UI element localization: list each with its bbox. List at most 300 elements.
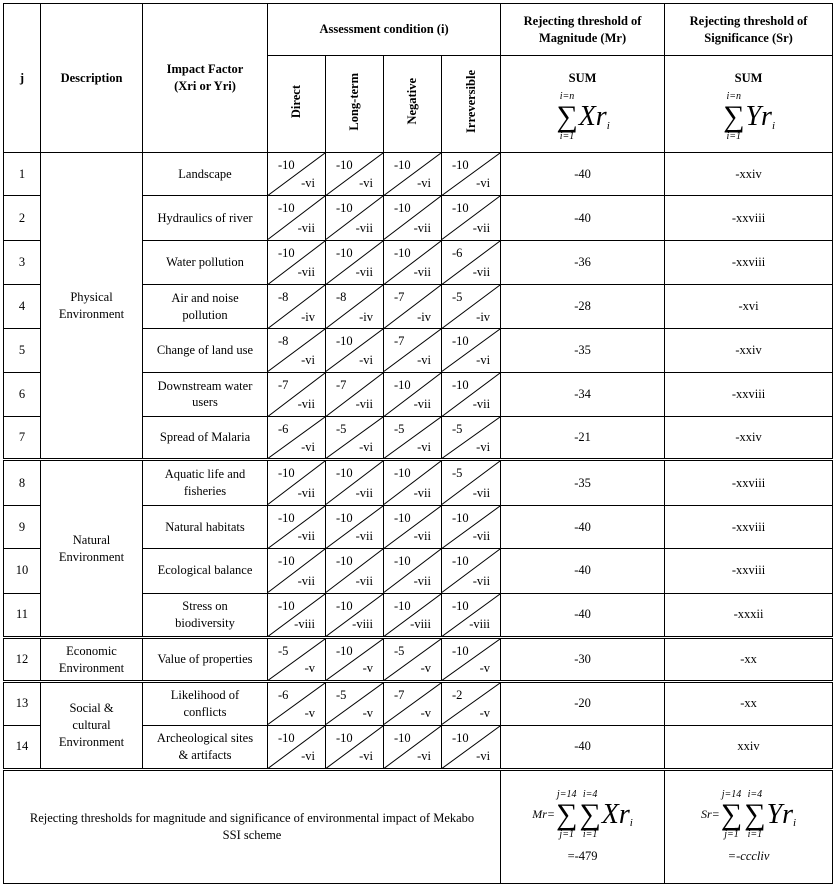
footer-sr-total: =-cccliv — [727, 848, 770, 863]
row-significance-threshold: -xxviii — [665, 372, 833, 416]
assessment-cell-long-term — [326, 505, 384, 548]
magnitude-value: -2 — [452, 688, 463, 703]
diagonal-line — [384, 417, 441, 458]
diagonal-line — [442, 373, 500, 416]
footer-sr-inner-lower: i=1 — [747, 828, 763, 840]
diagonal-divider — [442, 726, 500, 768]
diagonal-divider — [326, 726, 383, 768]
impact-factor: Landscape — [143, 153, 268, 196]
magnitude-value: -6 — [452, 245, 463, 260]
magnitude-value: -10 — [278, 245, 295, 260]
magnitude-value: -5 — [278, 643, 289, 658]
diagonal-line — [384, 329, 441, 371]
magnitude-value: -5 — [336, 422, 347, 437]
impact-assessment-table — [3, 3, 833, 884]
diagonal-line — [326, 196, 383, 239]
diagonal-line — [384, 639, 441, 680]
assessment-cell-long-term — [326, 285, 384, 329]
footer-sr-inner-upper: i=4 — [747, 788, 763, 800]
header-magnitude — [501, 4, 665, 56]
magnitude-value: -10 — [394, 377, 411, 392]
diagonal-divider — [268, 329, 325, 371]
assessment-cell-irreversible — [442, 460, 501, 505]
significance-value: -vi — [359, 439, 373, 454]
magnitude-value: -10 — [452, 377, 469, 392]
assessment-cell-negative — [384, 460, 442, 505]
significance-sum-label: SUM — [734, 71, 763, 86]
significance-value: -vii — [297, 220, 315, 235]
assessment-cell-negative — [384, 372, 442, 416]
magnitude-value: -10 — [336, 201, 353, 216]
diagonal-divider — [442, 461, 500, 504]
magnitude-value: -6 — [278, 688, 289, 703]
significance-value: -vi — [301, 176, 315, 191]
significance-value: -vi — [476, 352, 491, 367]
magnitude-value: -10 — [336, 334, 353, 349]
assessment-cell-long-term — [326, 460, 384, 505]
header-significance — [665, 4, 833, 56]
significance-value: -vii — [355, 220, 373, 235]
assessment-cell-long-term — [326, 637, 384, 681]
row-magnitude-threshold: -40 — [501, 196, 665, 240]
diagonal-line — [442, 683, 500, 724]
impact-factor: Archeological sites & artifacts — [143, 725, 268, 769]
diagonal-line — [384, 683, 441, 724]
diagonal-line — [326, 285, 383, 328]
magnitude-value: -10 — [336, 158, 353, 172]
assessment-cell-irreversible — [442, 153, 501, 196]
magnitude-value: -7 — [394, 334, 405, 349]
assessment-cell-direct — [268, 460, 326, 505]
footer-mr-outer-lower: j=1 — [559, 828, 574, 840]
diagonal-line — [268, 726, 325, 768]
assessment-cell-long-term — [326, 417, 384, 460]
diagonal-line — [268, 549, 325, 592]
table-row — [4, 682, 833, 725]
significance-value: -vi — [417, 352, 431, 367]
diagonal-divider — [326, 196, 383, 239]
magnitude-sum-label: SUM — [568, 71, 597, 86]
assessment-cell-negative — [384, 593, 442, 637]
diagonal-divider — [268, 461, 325, 504]
diagonal-divider — [326, 329, 383, 371]
assessment-cell-negative — [384, 682, 442, 725]
diagonal-line — [268, 417, 325, 458]
table-row — [4, 637, 833, 681]
significance-value: -iv — [359, 309, 373, 324]
diagonal-line — [384, 506, 441, 548]
diagonal-divider — [384, 241, 441, 284]
diagonal-line — [326, 506, 383, 548]
table-row — [4, 460, 833, 505]
header-j: j — [4, 4, 41, 153]
row-magnitude-threshold: -40 — [501, 505, 665, 548]
impact-factor: Natural habitats — [143, 505, 268, 548]
magnitude-value: -10 — [336, 510, 353, 525]
diagonal-divider — [384, 153, 441, 195]
significance-value: -vii — [355, 265, 373, 280]
magnitude-value: -10 — [394, 510, 411, 525]
significance-value: -vii — [413, 573, 431, 588]
row-j: 13 — [4, 682, 41, 725]
significance-value: -vii — [355, 573, 373, 588]
magnitude-value: -10 — [452, 201, 469, 216]
footer-sr-outer-lower: j=1 — [724, 828, 739, 840]
row-significance-threshold: -xx — [665, 682, 833, 725]
significance-value: -vi — [417, 749, 431, 764]
diagonal-line — [442, 549, 500, 592]
assessment-cell-irreversible — [442, 593, 501, 637]
significance-sum-header — [665, 56, 833, 153]
significance-value: -vii — [413, 485, 431, 500]
magnitude-value: -10 — [336, 245, 353, 260]
footer-magnitude-formula: Mr= j=14 ∑ j=1 i=4 ∑ i=1 Xr i — [532, 788, 633, 840]
significance-value: -viii — [294, 617, 315, 632]
footer-mr-var: Xr — [601, 798, 630, 830]
assessment-cell-long-term — [326, 372, 384, 416]
significance-value: -viii — [410, 617, 431, 632]
significance-formula: i=n ∑ i=1 Yr i — [723, 90, 775, 142]
header-irreversible-label: Irreversible — [463, 70, 478, 134]
significance-value: -v — [304, 661, 315, 676]
assessment-cell-direct — [268, 725, 326, 769]
magnitude-value: -10 — [394, 466, 411, 481]
assessment-cell-negative — [384, 549, 442, 593]
row-significance-threshold: -xvi — [665, 285, 833, 329]
assessment-cell-direct — [268, 637, 326, 681]
diagonal-divider — [442, 683, 500, 724]
table-row — [4, 153, 833, 196]
header-direct-label: Direct — [289, 85, 304, 119]
magnitude-value: -10 — [336, 554, 353, 569]
significance-value: -vi — [476, 176, 491, 191]
header-magnitude-line2: Magnitude (Mr) — [538, 30, 627, 45]
significance-value: -vii — [413, 220, 431, 235]
diagonal-divider — [442, 639, 500, 680]
row-significance-threshold: -xx — [665, 637, 833, 681]
diagonal-divider — [326, 373, 383, 416]
impact-factor: Air and noise pollution — [143, 285, 268, 329]
magnitude-value: -8 — [336, 290, 347, 305]
footer-mr-inner-upper: i=4 — [582, 788, 598, 800]
diagonal-line — [326, 639, 383, 680]
diagonal-divider — [268, 373, 325, 416]
magnitude-value: -10 — [452, 158, 469, 172]
significance-value: -vi — [476, 439, 491, 454]
magnitude-value: -5 — [394, 643, 405, 658]
impact-factor: Hydraulics of river — [143, 196, 268, 240]
diagonal-divider — [268, 417, 325, 458]
diagonal-divider — [268, 639, 325, 680]
diagonal-line — [268, 285, 325, 328]
assessment-cell-negative — [384, 637, 442, 681]
diagonal-divider — [384, 373, 441, 416]
diagonal-line — [268, 241, 325, 284]
row-magnitude-threshold: -28 — [501, 285, 665, 329]
assessment-cell-irreversible — [442, 637, 501, 681]
header-significance-line1: Rejecting threshold of — [689, 13, 808, 28]
impact-factor: Downstream water users — [143, 372, 268, 416]
diagonal-divider — [384, 683, 441, 724]
diagonal-divider — [442, 417, 500, 458]
assessment-cell-irreversible — [442, 725, 501, 769]
diagonal-divider — [268, 153, 325, 195]
diagonal-line — [268, 329, 325, 371]
row-j: 8 — [4, 460, 41, 505]
row-j: 1 — [4, 153, 41, 196]
significance-value: -vii — [472, 573, 491, 588]
diagonal-divider — [442, 241, 500, 284]
significance-formula-upper: i=n — [726, 90, 742, 102]
diagonal-line — [442, 329, 500, 371]
diagonal-line — [326, 549, 383, 592]
significance-value: -iv — [301, 309, 315, 324]
assessment-cell-long-term — [326, 196, 384, 240]
row-significance-threshold: -xxviii — [665, 196, 833, 240]
table-body — [4, 153, 833, 770]
magnitude-value: -10 — [394, 598, 411, 613]
magnitude-value: -10 — [394, 245, 411, 260]
diagonal-divider — [326, 417, 383, 458]
assessment-cell-negative — [384, 285, 442, 329]
diagonal-divider — [384, 639, 441, 680]
footer-mr-label: Mr= — [532, 807, 555, 822]
assessment-cell-direct — [268, 196, 326, 240]
row-significance-threshold: -xxiv — [665, 153, 833, 196]
significance-value: -iv — [476, 309, 491, 324]
header-long-term — [326, 56, 384, 153]
header-significance-line2: Significance (Sr) — [704, 30, 793, 45]
diagonal-line — [442, 639, 500, 680]
impact-factor: Change of land use — [143, 329, 268, 372]
significance-value: -vii — [355, 485, 373, 500]
significance-value: -v — [420, 705, 431, 720]
assessment-cell-irreversible — [442, 285, 501, 329]
magnitude-value: -10 — [336, 643, 353, 658]
magnitude-value: -8 — [278, 290, 289, 305]
assessment-cell-irreversible — [442, 240, 501, 284]
footer-significance — [665, 770, 833, 884]
header-negative — [384, 56, 442, 153]
row-magnitude-threshold: -20 — [501, 682, 665, 725]
significance-value: -vi — [476, 749, 491, 764]
significance-value: -vii — [297, 573, 315, 588]
significance-value: -vii — [472, 529, 491, 544]
diagonal-line — [268, 153, 325, 195]
diagonal-divider — [442, 153, 500, 195]
diagonal-line — [442, 417, 500, 458]
row-j: 2 — [4, 196, 41, 240]
diagonal-divider — [384, 196, 441, 239]
footer-sr-sub: i — [793, 817, 797, 830]
assessment-cell-long-term — [326, 593, 384, 637]
diagonal-divider — [442, 285, 500, 328]
assessment-cell-irreversible — [442, 417, 501, 460]
row-magnitude-threshold: -35 — [501, 460, 665, 505]
assessment-cell-long-term — [326, 682, 384, 725]
row-significance-threshold: xxiv — [665, 725, 833, 769]
significance-value: -vi — [359, 352, 373, 367]
diagonal-divider — [384, 506, 441, 548]
diagonal-divider — [326, 506, 383, 548]
magnitude-value: -10 — [278, 554, 295, 569]
row-magnitude-threshold: -30 — [501, 637, 665, 681]
magnitude-value: -10 — [336, 730, 353, 745]
significance-value: -vi — [301, 352, 315, 367]
impact-factor: Stress on biodiversity — [143, 593, 268, 637]
diagonal-divider — [326, 549, 383, 592]
assessment-cell-long-term — [326, 240, 384, 284]
row-j: 4 — [4, 285, 41, 329]
magnitude-value: -6 — [278, 422, 289, 437]
significance-value: -vii — [297, 265, 315, 280]
diagonal-line — [442, 196, 500, 239]
magnitude-value: -5 — [452, 290, 463, 305]
diagonal-line — [326, 241, 383, 284]
magnitude-formula-lower: i=1 — [559, 130, 575, 142]
magnitude-value: -10 — [394, 730, 411, 745]
significance-formula-sub: i — [771, 119, 775, 132]
header-direct — [268, 56, 326, 153]
assessment-cell-irreversible — [442, 372, 501, 416]
diagonal-divider — [268, 506, 325, 548]
diagonal-divider — [384, 726, 441, 768]
row-j: 9 — [4, 505, 41, 548]
row-significance-threshold: -xxviii — [665, 549, 833, 593]
group-description: Physical Environment — [41, 153, 143, 460]
magnitude-value: -10 — [394, 158, 411, 172]
significance-value: -vi — [417, 439, 431, 454]
magnitude-value: -10 — [394, 201, 411, 216]
magnitude-value: -10 — [278, 510, 295, 525]
significance-value: -v — [362, 705, 373, 720]
significance-value: -v — [479, 705, 491, 720]
diagonal-line — [384, 241, 441, 284]
row-significance-threshold: -xxiv — [665, 417, 833, 460]
row-j: 14 — [4, 725, 41, 769]
diagonal-divider — [268, 549, 325, 592]
footer-mr-outer-upper: j=14 — [556, 788, 577, 800]
diagonal-divider — [268, 241, 325, 284]
footer-caption: Rejecting thresholds for magnitude and significance of environmental impact of Mekabo SSI scheme — [4, 770, 501, 884]
diagonal-line — [268, 639, 325, 680]
diagonal-divider — [268, 726, 325, 768]
assessment-cell-long-term — [326, 329, 384, 372]
magnitude-formula-var: Xr — [578, 101, 607, 133]
diagonal-line — [268, 506, 325, 548]
diagonal-line — [384, 285, 441, 328]
assessment-cell-direct — [268, 153, 326, 196]
row-j: 6 — [4, 372, 41, 416]
significance-value: -v — [420, 661, 431, 676]
diagonal-line — [384, 153, 441, 195]
diagonal-divider — [384, 417, 441, 458]
assessment-cell-long-term — [326, 153, 384, 196]
impact-factor: Spread of Malaria — [143, 417, 268, 460]
assessment-cell-direct — [268, 682, 326, 725]
assessment-cell-direct — [268, 329, 326, 372]
row-j: 12 — [4, 637, 41, 681]
diagonal-line — [442, 241, 500, 284]
diagonal-line — [268, 683, 325, 724]
row-j: 3 — [4, 240, 41, 284]
header-negative-label: Negative — [405, 78, 420, 125]
row-significance-threshold: -xxviii — [665, 240, 833, 284]
diagonal-divider — [384, 461, 441, 504]
header-impact-factor — [143, 4, 268, 153]
row-j: 5 — [4, 329, 41, 372]
header-irreversible — [442, 56, 501, 153]
significance-value: -vi — [301, 439, 315, 454]
group-description: Social & cultural Environment — [41, 682, 143, 770]
magnitude-value: -10 — [394, 554, 411, 569]
assessment-cell-direct — [268, 505, 326, 548]
diagonal-line — [326, 417, 383, 458]
magnitude-value: -5 — [452, 466, 463, 481]
assessment-cell-direct — [268, 372, 326, 416]
diagonal-line — [268, 196, 325, 239]
diagonal-line — [326, 373, 383, 416]
diagonal-line — [326, 153, 383, 195]
magnitude-value: -7 — [278, 377, 289, 392]
assessment-cell-irreversible — [442, 682, 501, 725]
significance-value: -vii — [472, 485, 491, 500]
row-magnitude-threshold: -40 — [501, 593, 665, 637]
footer-magnitude — [501, 770, 665, 884]
diagonal-line — [442, 726, 500, 768]
significance-value: -vii — [297, 397, 315, 412]
magnitude-value: -10 — [278, 466, 295, 481]
magnitude-value: -10 — [452, 510, 469, 525]
magnitude-value: -10 — [278, 201, 295, 216]
magnitude-value: -7 — [394, 688, 405, 703]
assessment-cell-direct — [268, 417, 326, 460]
footer-sr-var: Yr — [766, 798, 794, 830]
significance-value: -v — [479, 661, 491, 676]
significance-value: -vi — [301, 749, 315, 764]
row-magnitude-threshold: -40 — [501, 153, 665, 196]
diagonal-divider — [384, 329, 441, 371]
assessment-cell-direct — [268, 549, 326, 593]
footer-mr-sub: i — [629, 817, 633, 830]
diagonal-line — [384, 461, 441, 504]
magnitude-value: -5 — [452, 422, 463, 437]
significance-value: -vii — [413, 265, 431, 280]
diagonal-divider — [326, 285, 383, 328]
impact-factor: Ecological balance — [143, 549, 268, 593]
diagonal-divider — [384, 549, 441, 592]
magnitude-value: -10 — [452, 554, 469, 569]
assessment-cell-long-term — [326, 549, 384, 593]
diagonal-divider — [442, 549, 500, 592]
assessment-cell-irreversible — [442, 329, 501, 372]
group-description: Economic Environment — [41, 637, 143, 681]
assessment-cell-negative — [384, 417, 442, 460]
assessment-cell-negative — [384, 196, 442, 240]
row-magnitude-threshold: -21 — [501, 417, 665, 460]
diagonal-divider — [326, 639, 383, 680]
assessment-cell-direct — [268, 285, 326, 329]
magnitude-value: -10 — [278, 598, 295, 613]
significance-value: -vi — [417, 176, 431, 191]
magnitude-value: -10 — [452, 334, 469, 349]
magnitude-formula-upper: i=n — [559, 90, 575, 102]
diagonal-divider — [384, 285, 441, 328]
diagonal-divider — [268, 683, 325, 724]
row-j: 10 — [4, 549, 41, 593]
assessment-cell-negative — [384, 240, 442, 284]
group-description: Natural Environment — [41, 460, 143, 637]
